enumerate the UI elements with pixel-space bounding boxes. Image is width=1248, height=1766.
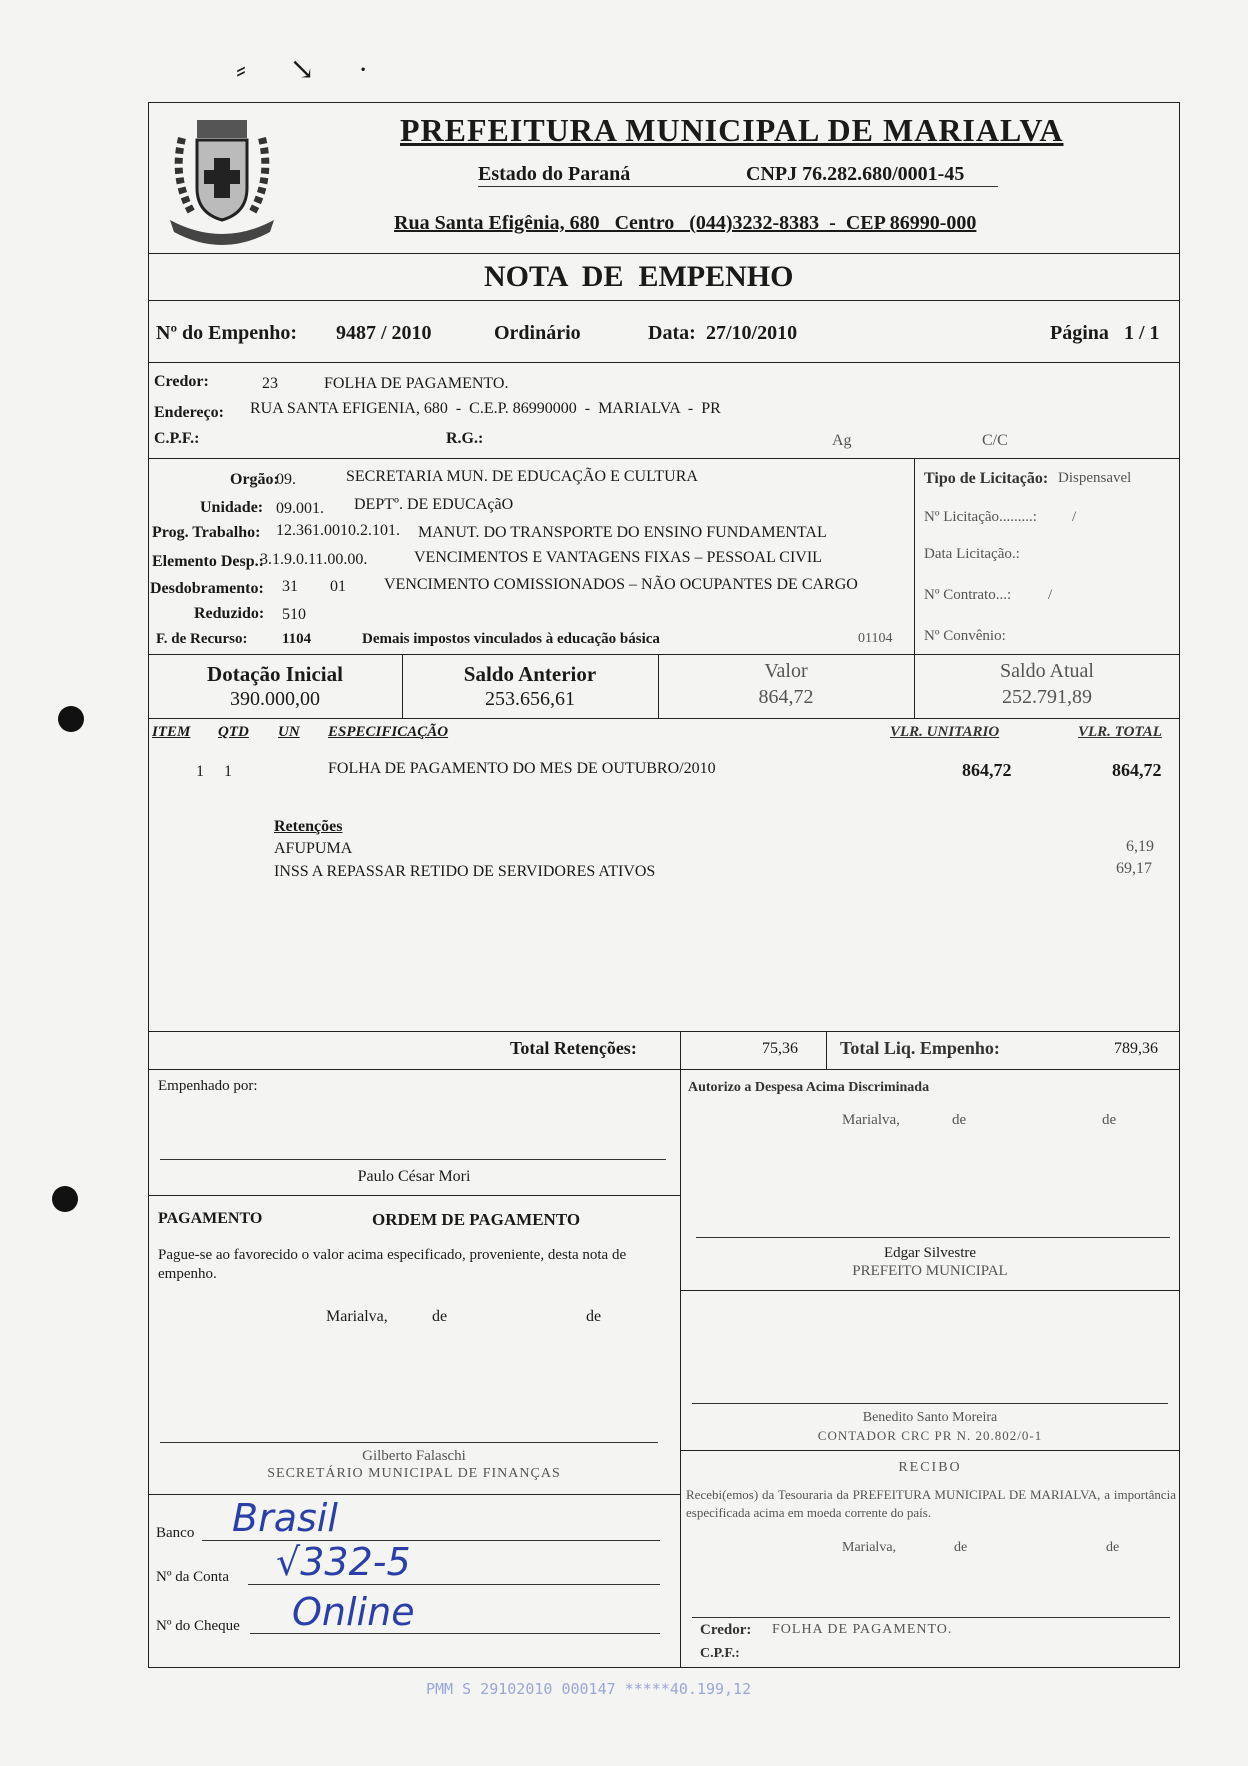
- recibo-cpf-label: C.P.F.:: [700, 1646, 740, 1661]
- autorizo-de-1: de: [952, 1112, 967, 1128]
- divider: [148, 362, 1180, 363]
- row-vlr-total: 864,72: [1112, 760, 1162, 780]
- recibo-texto: Recebi(emos) da Tesouraria da PREFEITURA MUNICIPAL DE MARIALVA, a importância especificada acima em moeda corrente do país.: [686, 1487, 1176, 1520]
- retencao-inss: INSS A REPASSAR RETIDO DE SERVIDORES ATIVOS: [274, 863, 656, 880]
- punch-hole-top: [58, 706, 84, 732]
- endereco-label: Endereço:: [154, 404, 224, 421]
- pagamento-local: Marialva,: [326, 1308, 388, 1325]
- banco-label: Banco: [156, 1525, 195, 1541]
- col-qtd: QTD: [218, 724, 249, 740]
- col-vlr-unitario: VLR. UNITARIO: [890, 724, 1000, 740]
- elemento: VENCIMENTOS E VANTAGENS FIXAS – PESSOAL CIVIL: [414, 549, 822, 566]
- retencao-afupuma-valor: 6,19: [1126, 838, 1154, 855]
- header-address: Rua Santa Efigênia, 680 Centro (044)3232-8383 - CEP 86990-000: [394, 212, 977, 234]
- unidade-code: 09.001.: [276, 500, 324, 517]
- signature-line: [696, 1237, 1170, 1238]
- autorizo-label: Autorizo a Despesa Acima Discriminada: [688, 1080, 930, 1095]
- autorizo-local: Marialva,: [842, 1112, 900, 1128]
- dotacao-label: Dotação Inicial: [207, 662, 343, 686]
- desdobramento-code-2: 01: [330, 578, 346, 595]
- col-especificacao: ESPECIFICAÇÃO: [328, 724, 449, 740]
- empenho-type: Ordinário: [494, 322, 581, 344]
- saldo-atual: 252.791,89: [1002, 686, 1092, 708]
- recibo-title: RECIBO: [898, 1460, 962, 1475]
- recibo-credor-label: Credor:: [700, 1622, 752, 1638]
- retencao-inss-valor: 69,17: [1116, 860, 1152, 877]
- empenho-date-label: Data:: [648, 322, 696, 344]
- print-stamp: PMM S 29102010 000147 *****40.199,12: [426, 1680, 752, 1698]
- divider: [680, 1069, 681, 1668]
- contrato-label: Nº Contrato...:: [924, 587, 1012, 603]
- pagamento-de-1: de: [432, 1308, 448, 1325]
- empenhado-label: Empenhado por:: [158, 1078, 258, 1094]
- secretario-cargo: SECRETÁRIO MUNICIPAL DE FINANÇAS: [267, 1466, 561, 1481]
- cheque-label: Nº do Cheque: [156, 1618, 240, 1634]
- divider: [148, 654, 1180, 655]
- secretario-nome: Gilberto Falaschi: [362, 1448, 466, 1464]
- prefeito-cargo: PREFEITO MUNICIPAL: [852, 1263, 1008, 1279]
- divider: [680, 1290, 1180, 1291]
- licitacao-data-label: Data Licitação.:: [924, 546, 1020, 562]
- unidade-label: Unidade:: [200, 499, 264, 516]
- elemento-code: 3.1.9.0.11.00.00.: [260, 551, 368, 568]
- header-underline-1: [478, 186, 998, 187]
- convenio-label: Nº Convênio:: [924, 628, 1006, 644]
- banco-line: [202, 1540, 660, 1541]
- endereco: RUA SANTA EFIGENIA, 680 - C.E.P. 86990000 - MARIALVA - PR: [250, 400, 721, 417]
- divider: [826, 1031, 827, 1069]
- row-qtd: 1: [224, 763, 232, 780]
- prog-trabalho: MANUT. DO TRANSPORTE DO ENSINO FUNDAMENTAL: [418, 524, 827, 541]
- orgao-code: 09.: [276, 471, 296, 488]
- total-retencoes: 75,36: [762, 1040, 798, 1057]
- valor: 864,72: [758, 686, 814, 708]
- cpf-label: C.P.F.:: [154, 430, 200, 447]
- page-number: 1 / 1: [1124, 322, 1160, 344]
- banco-handwritten: Brasil: [232, 1496, 338, 1540]
- signature-line: [692, 1403, 1168, 1404]
- cheque-handwritten: Online: [292, 1590, 415, 1634]
- retencoes-title: Retenções: [274, 818, 343, 835]
- divider: [148, 300, 1180, 301]
- header-cnpj: CNPJ 76.282.680/0001-45: [746, 163, 965, 185]
- col-un: UN: [278, 724, 300, 740]
- contador-nome: Benedito Santo Moreira: [862, 1410, 998, 1425]
- prog-trabalho-code: 12.361.0010.2.101.: [276, 522, 400, 539]
- total-retencoes-label: Total Retenções:: [510, 1038, 637, 1058]
- empenho-number-label: Nº do Empenho:: [156, 322, 298, 344]
- recibo-credor: FOLHA DE PAGAMENTO.: [772, 1622, 953, 1637]
- row-especificacao: FOLHA DE PAGAMENTO DO MES DE OUTUBRO/2010: [328, 760, 716, 777]
- ag-label: Ag: [832, 432, 852, 449]
- recibo-de-1: de: [954, 1540, 968, 1555]
- divider: [680, 1031, 681, 1069]
- credor-label: Credor:: [154, 373, 209, 390]
- divider: [148, 1195, 680, 1196]
- conta-handwritten: √332-5: [276, 1540, 411, 1584]
- total-liq: 789,36: [1114, 1040, 1158, 1057]
- pagamento-texto: Pague-se ao favorecido o valor acima especificado, proveniente, desta nota de empenho.: [158, 1247, 627, 1282]
- saldo-anterior-label: Saldo Anterior: [463, 662, 597, 686]
- divider: [680, 1450, 1180, 1451]
- desdobramento-label: Desdobramento:: [150, 580, 264, 597]
- prog-trabalho-label: Prog. Trabalho:: [152, 524, 261, 541]
- page-label: Página: [1050, 322, 1109, 344]
- pagamento-de-2: de: [586, 1308, 602, 1325]
- signature-line: [160, 1159, 666, 1160]
- divider: [914, 458, 915, 654]
- empenhado-nome: Paulo César Mori: [357, 1168, 471, 1185]
- retencao-afupuma: AFUPUMA: [274, 840, 353, 857]
- prefeito-nome: Edgar Silvestre: [883, 1245, 977, 1261]
- credor-name: FOLHA DE PAGAMENTO.: [324, 375, 509, 392]
- divider: [148, 718, 1180, 719]
- dotacao: 390.000,00: [230, 688, 320, 710]
- total-liq-label: Total Liq. Empenho:: [840, 1038, 1000, 1058]
- licitacao-numero-label: Nº Licitação.........:: [924, 509, 1037, 525]
- divider: [148, 253, 1180, 254]
- licitacao-tipo-label: Tipo de Licitação:: [924, 470, 1049, 487]
- conta-label: Nº da Conta: [156, 1569, 229, 1585]
- divider: [148, 1494, 680, 1495]
- empenho-number: 9487 / 2010: [336, 322, 432, 344]
- cc-label: C/C: [982, 432, 1008, 449]
- desdobramento: VENCIMENTO COMISSIONADOS – NÃO OCUPANTES DE CARGO: [384, 576, 858, 593]
- recibo-local: Marialva,: [842, 1540, 897, 1555]
- ordem-pagamento-label: ORDEM DE PAGAMENTO: [372, 1210, 581, 1229]
- reduzido: 510: [282, 606, 306, 623]
- col-vlr-total: VLR. TOTAL: [1078, 724, 1162, 740]
- contrato: /: [1048, 587, 1053, 603]
- recurso-code: 1104: [282, 631, 312, 647]
- orgao: SECRETARIA MUN. DE EDUCAÇÃO E CULTURA: [346, 468, 698, 485]
- pagamento-label: PAGAMENTO: [158, 1210, 263, 1227]
- valor-label: Valor: [764, 660, 808, 682]
- conta-line: [248, 1584, 660, 1585]
- document-title: NOTA DE EMPENHO: [484, 260, 794, 293]
- coat-of-arms-logo: [152, 108, 292, 248]
- desdobramento-code-1: 31: [282, 578, 298, 595]
- signature-line: [160, 1442, 658, 1443]
- reduzido-label: Reduzido:: [194, 605, 265, 622]
- empenho-date: 27/10/2010: [706, 322, 798, 344]
- licitacao-tipo: Dispensavel: [1058, 470, 1132, 486]
- row-vlr-unitario: 864,72: [962, 760, 1012, 780]
- header-title: PREFEITURA MUNICIPAL DE MARIALVA: [400, 112, 1064, 148]
- punch-hole-bottom: [52, 1186, 78, 1212]
- licitacao-numero: /: [1072, 509, 1077, 525]
- elemento-label: Elemento Desp.:: [152, 553, 264, 570]
- recibo-de-2: de: [1106, 1540, 1120, 1555]
- divider: [148, 1069, 1180, 1070]
- signature-line: [692, 1617, 1170, 1618]
- scan-marks: ⸗ ↘ ·: [236, 53, 387, 86]
- contador-cargo: CONTADOR CRC PR N. 20.802/0-1: [817, 1428, 1043, 1443]
- recurso-label: F. de Recurso:: [156, 631, 248, 647]
- credor-code: 23: [262, 375, 278, 392]
- divider: [148, 458, 1180, 459]
- autorizo-de-2: de: [1102, 1112, 1117, 1128]
- col-item: ITEM: [152, 724, 191, 740]
- unidade: DEPTº. DE EDUCAçãO: [354, 496, 514, 513]
- recurso: Demais impostos vinculados à educação básica: [362, 631, 660, 647]
- recurso-number: 01104: [858, 631, 893, 646]
- orgao-label: Orgão:: [230, 471, 279, 488]
- row-item: 1: [196, 763, 204, 780]
- divider: [148, 1031, 1180, 1032]
- saldo-anterior: 253.656,61: [485, 688, 575, 710]
- saldo-atual-label: Saldo Atual: [1000, 660, 1094, 682]
- rg-label: R.G.:: [446, 430, 484, 447]
- header-state: Estado do Paraná: [478, 163, 631, 185]
